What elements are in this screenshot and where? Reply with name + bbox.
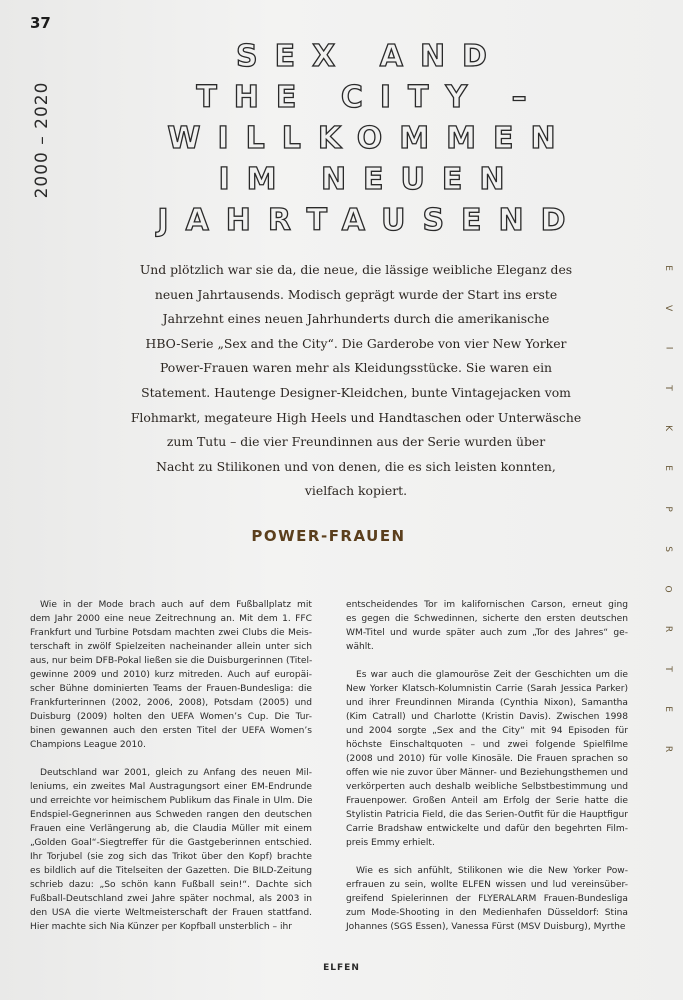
text-line: zum Mode-Shooting in den Medienhafen Düsseldorf: Stina (346, 908, 628, 918)
intro-line: Power-Frauen waren mehr als Kleidungsstücke. Sie waren ein (159, 360, 553, 376)
text-line: Carrie Bradshaw entwickelte und dafür den begehrten Film- (346, 824, 628, 834)
side-letter: I (663, 346, 674, 350)
side-letter: E (663, 265, 674, 271)
text-line: schrieb dazu: „So schön kann Fußball sein!“. Dachte sich (30, 880, 312, 890)
side-vertical-word (648, 248, 674, 769)
text-line: Duisburg (2009) holten den UEFA Women’s Cup. Die Tur- (30, 712, 312, 722)
title-line: IM NEUEN (218, 162, 522, 197)
text-line: Champions League 2010. (30, 740, 146, 750)
text-line: Stylistin Patricia Field, die das Serien-Outfit für die Hauptfigur (346, 810, 628, 820)
intro-line: Und plötzlich war sie da, die neue, die lässige weibliche Eleganz des (139, 262, 573, 277)
side-letter: E (663, 465, 674, 472)
body-paragraph (346, 668, 628, 850)
intro-line: Nacht zu Stilikonen und von denen, die es sich leisten konnten, (156, 458, 556, 474)
text-line: Endspiel-Gegnerinnen aus Schweden rangen den deutschen (30, 810, 312, 820)
text-line: es gegen die Schwedinnen, sicherte den ersten deutschen (346, 614, 628, 624)
text-line: verkörperten auch deshalb weibliche Selbstbestimmung und (346, 782, 628, 792)
text-line: Frankfurt und Turbine Potsdam machten zwei Clubs die Meis- (30, 628, 312, 638)
text-line: Frankfurterinnen (2002, 2006, 2008), Potsdam (2005) und (30, 698, 312, 708)
intro-line: vielfach kopiert. (304, 483, 408, 499)
text-line: Fußball-Deutschland zwei Jahre später nochmal, als 2003 in (30, 894, 312, 904)
body-paragraph (346, 864, 628, 934)
magazine-footer: ELFEN (323, 963, 360, 973)
side-letter: S (663, 545, 674, 552)
text-line: es bildlich auf die Titelseiten der Gazetten. Die BILD-Zeitung (30, 866, 312, 876)
title-line: SEX AND (236, 39, 504, 74)
side-letter: P (663, 505, 674, 512)
text-line: Wie es sich anfühlt, Stilikonen wie die New Yorker Pow- (356, 866, 628, 876)
text-line: scher Bühne dominierten Teams der Frauen-Bundesliga: die (30, 684, 312, 694)
text-line: Es war auch die glamouröse Zeit der Geschichten um die (356, 670, 628, 680)
intro-line: neuen Jahrtausends. Modisch geprägt wurde der Start ins erste (154, 286, 558, 302)
text-line: Hier machte sich Nia Künzer per Kopfball unsterblich – ihr (30, 922, 293, 932)
text-line: aus, nur beim DFB-Pokal ließen sie die Duisburgerinnen (Titel- (30, 656, 313, 666)
text-line: den USA die vierte Weltmeisterschaft der Frauen stattfand. (30, 908, 312, 918)
text-line: Wie in der Mode brach auch auf dem Fußballplatz mit (40, 600, 312, 610)
title-line: JAHRTAUSEND (157, 203, 583, 238)
era-label: 2000 – 2020 (32, 81, 52, 199)
text-column-left (30, 598, 312, 948)
side-letter: O (663, 585, 674, 593)
text-line: erfrauen zu sein, wollte ELFEN wissen und lud vereinsüber- (346, 880, 628, 890)
side-letter: E (663, 706, 674, 712)
page-number: 37 (30, 14, 51, 32)
text-line: Deutschland war 2001, gleich zu Anfang des neuen Mil- (40, 768, 312, 778)
side-letter: R (663, 625, 674, 633)
side-letter: T (663, 666, 674, 672)
text-line: Frauen eine Verlängerung ab, die Claudia Müller mit einem (30, 824, 312, 834)
text-line: gewinne 2009 und 2010) kurz mitreden. Auch auf europäi- (30, 670, 312, 680)
text-line: entscheidendes Tor im kalifornischen Carson, erneut ging (346, 600, 628, 610)
text-line: leniums, ein zweites Mal Austragungsort einer EM-Endrunde (30, 782, 312, 792)
side-letter: R (663, 746, 674, 753)
text-line: und ihrer Freundinnen Miranda (Cynthia Nixon), Samantha (346, 698, 628, 708)
side-letter: T (663, 385, 674, 392)
text-line: offen wie nie zuvor über Männer- und Beziehungsthemen und (346, 768, 628, 778)
text-line: (Kim Catrall) und Charlotte (Kristin Davis). Zwischen 1998 (346, 712, 628, 722)
intro-paragraph (95, 258, 617, 504)
intro-line: Jahrzehnt eines neuen Jahrhunderts durch die amerikanische (162, 311, 550, 327)
text-line: binen gewannen auch den ersten Titel der UEFA Women’s (30, 726, 312, 736)
text-line: Ihr Torjubel (sie zog sich das Trikot über den Kopf) brachte (30, 852, 312, 862)
intro-line: HBO-Serie „Sex and the City“. Die Garderobe von vier New Yorker (145, 335, 567, 351)
intro-line: Statement. Hautenge Designer-Kleidchen, bunte Vintagejacken vom (141, 384, 571, 400)
text-line: preis Emmy erhielt. (346, 838, 435, 848)
text-line: New Yorker Klatsch-Kolumnistin Carrie (Sarah Jessica Parker) (346, 684, 628, 694)
text-line: und erreichte vor heimischem Publikum das Finale in Ulm. Die (30, 796, 313, 806)
intro-line: zum Tutu – die vier Freundinnen aus der Serie wurden über (166, 434, 546, 450)
body-paragraph (30, 598, 312, 752)
section-heading: POWER-FRAUEN (251, 527, 406, 545)
text-line: höchste Einschaltquoten – und zwei folgende Spielfilme (346, 740, 628, 750)
text-line: Frauenpower. Großen Anteil am Erfolg der Serie hatte die (346, 796, 628, 806)
text-line: WM-Titel und wurde später auch zum „Tor des Jahres“ ge- (346, 628, 628, 638)
title-line: WILLKOMMEN (167, 121, 573, 156)
text-line: und 2004 sorgte „Sex and the City“ mit 94 Episoden für (346, 726, 628, 736)
text-column-right (346, 598, 628, 948)
body-paragraph (30, 766, 312, 934)
side-letter: K (663, 425, 674, 432)
text-line: Johannes (SGS Essen), Vanessa Fürst (MSV Duisburg), Myrthe (346, 922, 626, 932)
title-line: THE CITY – (196, 80, 544, 115)
text-line: wählt. (346, 642, 374, 652)
text-line: dem Jahr 2000 eine neue Zeitrechnung an. Mit dem 1. FFC (30, 614, 312, 624)
text-line: (2008 und 2010) für volle Kinosäle. Die Frauen sprachen so (346, 754, 628, 764)
text-line: greifend Spielerinnen der FLYERALARM Frauen-Bundesliga (346, 894, 628, 904)
text-line: terschaft in zwölf Spielzeiten nacheinander allein unter sich (30, 642, 312, 652)
text-line: „Golden Goal“-Siegtreffer für die Gastgeberinnen entschied. (30, 838, 312, 848)
intro-line: Flohmarkt, megateure High Heels und Handtaschen oder Unterwäsche (130, 409, 582, 425)
body-paragraph (346, 598, 628, 654)
article-title (100, 36, 640, 241)
side-letter: V (663, 305, 674, 312)
